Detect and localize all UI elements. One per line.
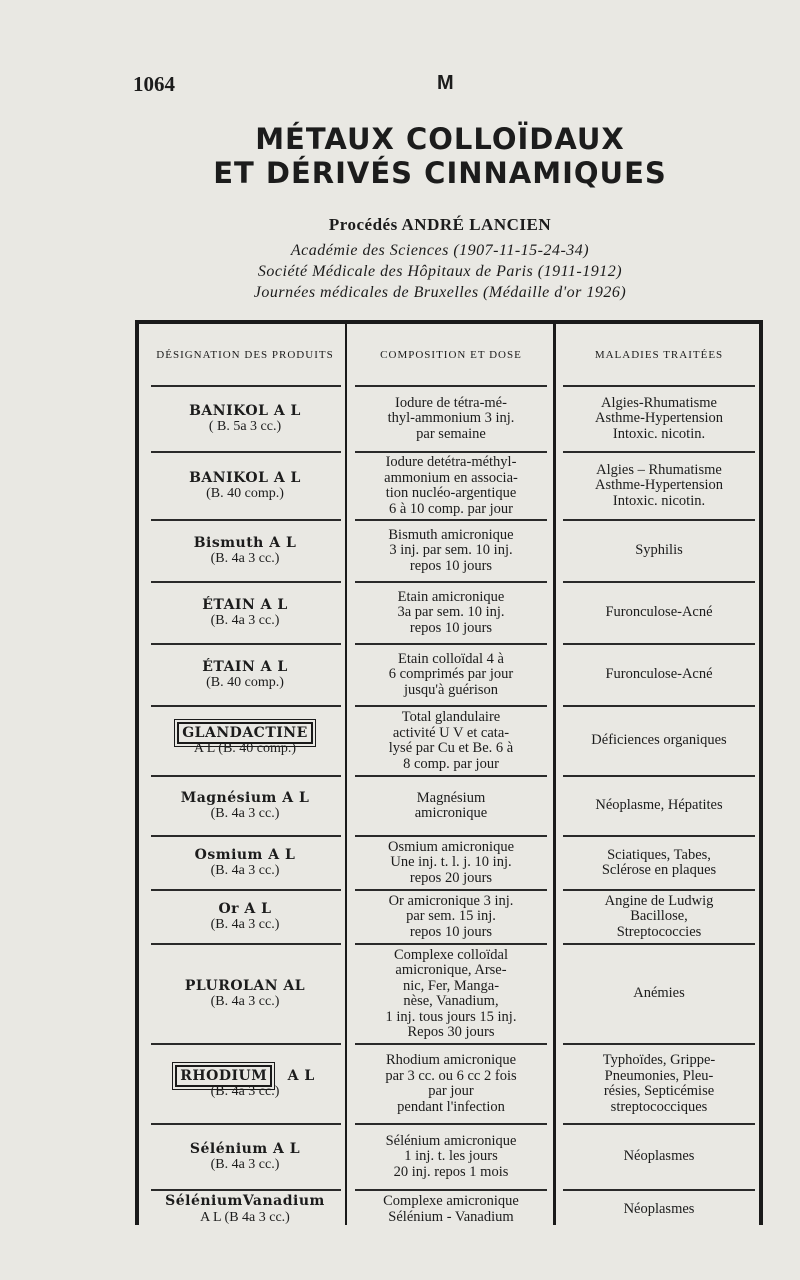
- product-name-text: Bismuth A L: [193, 534, 297, 551]
- composition-cell: [351, 452, 551, 520]
- row-rule: [355, 451, 547, 453]
- composition-line: Complexe colloïdal: [394, 946, 508, 963]
- product-packaging: (B. 4a 3 cc.): [210, 1157, 280, 1172]
- awards: [120, 240, 760, 303]
- table-row: [139, 582, 759, 644]
- composition-line: Une inj. t. l. j. 10 inj.: [390, 854, 512, 871]
- composition-line: 8 comp. par jour: [403, 755, 499, 772]
- designation-cell: [147, 644, 343, 706]
- composition-line: repos 10 jours: [409, 557, 493, 574]
- composition-line: 1 inj. tous jours 15 inj.: [385, 1008, 517, 1025]
- row-rule: [355, 385, 547, 387]
- product-name: [202, 598, 288, 614]
- maladies-cell: [559, 520, 759, 582]
- composition-line: Repos 30 jours: [407, 1024, 495, 1040]
- row-rule: [151, 705, 341, 707]
- row-rule: [355, 643, 547, 645]
- header-designation: DÉSIGNATION DES PRODUITS: [156, 349, 334, 361]
- maladie-line: Déficiences organiques: [591, 732, 727, 749]
- row-rule: [151, 581, 341, 583]
- designation-cell: [147, 890, 343, 944]
- composition-line: Magnésium: [416, 789, 486, 806]
- row-rule: [355, 889, 547, 891]
- page-title: [120, 122, 760, 190]
- composition-line: Sélénium - Vanadium: [388, 1208, 514, 1225]
- table-row: [139, 644, 759, 706]
- composition-line: 20 inj. repos 1 mois: [393, 1163, 509, 1180]
- row-rule: [151, 1123, 341, 1125]
- composition-cell: [351, 836, 551, 890]
- composition-line: 3a par sem. 10 inj.: [397, 604, 505, 621]
- composition-line: par jour: [428, 1083, 474, 1099]
- maladie-line: Bacillose,: [630, 908, 688, 925]
- maladies-cell: [559, 836, 759, 890]
- composition-cell: [351, 1190, 551, 1229]
- composition-line: activité U V et cata-: [392, 724, 510, 741]
- composition-line: lysé par Cu et Be. 6 à: [388, 740, 514, 756]
- product-name-text: ÉTAIN A L: [202, 658, 288, 675]
- designation-cell: [147, 706, 343, 776]
- maladie-line: Angine de Ludwig: [604, 892, 714, 909]
- composition-line: repos 20 jours: [409, 869, 493, 886]
- row-rule: [151, 835, 341, 837]
- composition-line: par semaine: [416, 425, 486, 442]
- composition-line: nic, Fer, Manga-: [402, 977, 500, 994]
- row-rule: [563, 889, 755, 891]
- product-name-text: PLUROLAN AL: [184, 977, 306, 994]
- row-rule: [151, 451, 341, 453]
- product-name-text: RHODIUM: [175, 1065, 272, 1087]
- row-rule: [563, 835, 755, 837]
- designation-cell: [147, 776, 343, 836]
- row-rule: [563, 385, 755, 387]
- composition-line: thyl-ammonium 3 inj.: [387, 410, 515, 427]
- composition-line: par 3 cc. ou 6 cc 2 fois: [385, 1067, 517, 1084]
- page-header: [133, 72, 740, 100]
- product-name: [190, 1142, 300, 1158]
- composition-line: 1 inj. t. les jours: [404, 1148, 498, 1165]
- maladies-cell: [559, 776, 759, 836]
- maladies-cell: [559, 582, 759, 644]
- row-rule: [151, 1043, 341, 1045]
- title-line-1: MÉTAUX COLLOÏDAUX: [255, 122, 625, 156]
- product-packaging: A L (B 4a 3 cc.): [200, 1209, 290, 1225]
- product-packaging: (B. 4a 3 cc.): [210, 551, 280, 566]
- procedes-line: Procédés ANDRÉ LANCIEN: [328, 215, 552, 234]
- row-rule: [563, 519, 755, 521]
- composition-cell: [351, 776, 551, 836]
- composition-line: jusqu'à guérison: [403, 681, 499, 698]
- maladie-line: Furonculose-Acné: [605, 666, 713, 683]
- award-line: Académie des Sciences (1907-11-15-24-34): [290, 242, 590, 259]
- product-packaging: (B. 4a 3 cc.): [210, 613, 280, 628]
- product-packaging: (B. 4a 3 cc.): [210, 994, 280, 1009]
- product-packaging: (B. 40 comp.): [206, 486, 284, 501]
- maladies-cell: [559, 386, 759, 452]
- row-rule: [355, 835, 547, 837]
- row-rule: [151, 519, 341, 521]
- product-name: [185, 979, 305, 995]
- row-rule: [151, 775, 341, 777]
- table-row: [139, 836, 759, 890]
- composition-line: Iodure de tétra-mé-: [395, 394, 507, 411]
- row-rule: [355, 1123, 547, 1125]
- designation-cell: [147, 1044, 343, 1124]
- maladie-line: Néoplasme, Hépatites: [595, 797, 723, 814]
- maladies-cell: [559, 1044, 759, 1124]
- row-rule: [563, 1123, 755, 1125]
- row-rule: [151, 889, 341, 891]
- product-name: [181, 791, 310, 807]
- row-rule: [355, 943, 547, 945]
- designation-cell: [147, 1124, 343, 1190]
- maladie-line: Anémies: [633, 985, 685, 1002]
- designation-cell: [147, 582, 343, 644]
- composition-line: Sélénium amicronique: [385, 1132, 517, 1149]
- product-name-text: BANIKOL A L: [189, 402, 301, 419]
- maladies-cell: [559, 452, 759, 520]
- table-row: [139, 520, 759, 582]
- composition-line: Total glandulaire: [401, 709, 501, 725]
- maladie-line: Typhoïdes, Grippe-: [602, 1052, 716, 1068]
- product-name: [175, 1069, 314, 1085]
- composition-cell: [351, 644, 551, 706]
- product-packaging: (B. 40 comp.): [206, 675, 284, 690]
- composition-line: Osmium amicronique: [387, 838, 515, 855]
- maladies-cell: [559, 890, 759, 944]
- composition-line: 6 à 10 comp. par jour: [388, 500, 514, 517]
- header-composition: COMPOSITION ET DOSE: [380, 349, 522, 361]
- composition-cell: [351, 1044, 551, 1124]
- products-table: [135, 320, 763, 1225]
- composition-cell: [351, 890, 551, 944]
- product-name: [194, 536, 297, 552]
- product-packaging: (B. 4a 3 cc.): [210, 917, 280, 932]
- product-name: [177, 726, 313, 742]
- maladie-line: Syphilis: [635, 542, 683, 559]
- row-rule: [355, 1189, 547, 1191]
- designation-cell: [147, 452, 343, 520]
- designation-cell: [147, 520, 343, 582]
- maladie-line: Asthme-Hypertension: [594, 410, 724, 427]
- composition-cell: [351, 386, 551, 452]
- composition-cell: [351, 582, 551, 644]
- maladies-cell: [559, 706, 759, 776]
- maladie-line: streptococciques: [610, 1098, 708, 1115]
- row-rule: [151, 943, 341, 945]
- composition-cell: [351, 706, 551, 776]
- product-name-text: ÉTAIN A L: [202, 596, 288, 613]
- designation-cell: [147, 836, 343, 890]
- maladie-line: Pneumonies, Pleu-: [604, 1067, 714, 1084]
- product-name-text: Sélénium A L: [189, 1140, 301, 1157]
- designation-cell: [147, 1190, 343, 1229]
- page-number: 1064: [133, 72, 175, 96]
- table-row: [139, 890, 759, 944]
- product-packaging: A L (B. 40 comp.): [193, 741, 297, 756]
- maladie-line: Asthme-Hypertension: [594, 477, 724, 494]
- designation-cell: [147, 386, 343, 452]
- section-letter: M: [437, 72, 454, 94]
- maladies-cell: [559, 1124, 759, 1190]
- maladie-line: résies, Septicémise: [603, 1083, 715, 1099]
- row-rule: [355, 519, 547, 521]
- designation-cell: [147, 944, 343, 1044]
- composition-line: Rhodium amicronique: [385, 1052, 517, 1068]
- row-rule: [355, 581, 547, 583]
- maladie-line: Néoplasmes: [623, 1200, 695, 1217]
- composition-line: Etain colloïdal 4 à: [398, 650, 504, 667]
- product-name: [189, 471, 301, 487]
- composition-cell: [351, 520, 551, 582]
- maladie-line: Furonculose-Acné: [605, 604, 713, 621]
- composition-line: ammonium en associa-: [384, 469, 518, 486]
- row-rule: [151, 385, 341, 387]
- product-name: [218, 902, 271, 918]
- row-rule: [563, 451, 755, 453]
- maladie-line: Streptococcies: [616, 923, 702, 940]
- composition-line: nèse, Vanadium,: [403, 993, 499, 1009]
- table-row: [139, 452, 759, 520]
- maladie-line: Algies – Rhumatisme: [596, 461, 722, 478]
- maladie-line: Algies-Rhumatisme: [601, 394, 717, 411]
- composition-line: repos 10 jours: [409, 923, 493, 940]
- composition-line: repos 10 jours: [409, 619, 493, 636]
- table-row: [139, 1124, 759, 1190]
- row-rule: [355, 705, 547, 707]
- composition-line: 3 inj. par sem. 10 inj.: [389, 542, 513, 559]
- title-line-2: ET DÉRIVÉS CINNAMIQUES: [213, 156, 667, 190]
- maladies-cell: [559, 644, 759, 706]
- row-rule: [355, 1043, 547, 1045]
- table-row: [139, 706, 759, 776]
- composition-line: tion nucléo-argentique: [385, 485, 517, 501]
- composition-line: pendant l'infection: [397, 1098, 505, 1115]
- maladie-line: Intoxic. nicotin.: [612, 492, 706, 509]
- composition-line: Bismuth amicronique: [388, 526, 514, 543]
- maladies-cell: [559, 944, 759, 1044]
- maladie-line: Sciatiques, Tabes,: [607, 846, 711, 863]
- product-name: [202, 660, 288, 676]
- product-packaging: (B. 4a 3 cc.): [210, 1084, 280, 1099]
- row-rule: [151, 643, 341, 645]
- table-row: [139, 1044, 759, 1124]
- product-name-text: SéléniumVanadium: [165, 1193, 325, 1209]
- composition-line: amicronique, Arse-: [395, 962, 507, 978]
- composition-cell: [351, 1124, 551, 1190]
- composition-line: Etain amicronique: [397, 588, 505, 605]
- table-row: [139, 386, 759, 452]
- product-packaging: ( B. 5a 3 cc.): [208, 419, 282, 434]
- product-name-text: GLANDACTINE: [177, 722, 313, 744]
- product-name-suffix: A L: [282, 1067, 315, 1084]
- maladie-line: Intoxic. nicotin.: [612, 425, 706, 442]
- row-rule: [563, 643, 755, 645]
- maladie-line: Sclérose en plaques: [601, 862, 717, 878]
- product-name: [165, 1194, 325, 1210]
- composition-line: par sem. 15 inj.: [406, 908, 496, 925]
- row-rule: [563, 775, 755, 777]
- composition-line: amicronique: [414, 805, 488, 821]
- product-name: [189, 404, 301, 420]
- row-rule: [563, 705, 755, 707]
- award-line: Société Médicale des Hôpitaux de Paris (1911-1912): [257, 263, 623, 280]
- row-rule: [151, 1189, 341, 1191]
- product-name-text: Magnésium A L: [180, 789, 310, 806]
- row-rule: [563, 1189, 755, 1191]
- header-maladies: MALADIES TRAITÉES: [594, 349, 724, 361]
- row-rule: [355, 775, 547, 777]
- maladies-cell: [559, 1190, 759, 1229]
- maladie-line: Néoplasmes: [623, 1148, 695, 1165]
- table-row: [139, 1190, 759, 1229]
- award-line: Journées médicales de Bruxelles (Médaille d'or 1926): [253, 284, 627, 301]
- product-name-text: Or A L: [218, 900, 272, 917]
- product-name: [195, 848, 296, 864]
- product-packaging: (B. 4a 3 cc.): [210, 806, 280, 821]
- composition-line: Or amicronique 3 inj.: [388, 892, 514, 909]
- composition-line: 6 comprimés par jour: [388, 666, 514, 683]
- row-rule: [563, 943, 755, 945]
- row-rule: [563, 581, 755, 583]
- table-row: [139, 944, 759, 1044]
- composition-line: Complexe amicronique: [383, 1193, 519, 1209]
- product-name-text: BANIKOL A L: [189, 469, 301, 486]
- row-rule: [563, 1043, 755, 1045]
- product-packaging: (B. 4a 3 cc.): [210, 863, 280, 878]
- composition-cell: [351, 944, 551, 1044]
- composition-line: Iodure detétra-méthyl-: [385, 454, 517, 470]
- product-name-text: Osmium A L: [194, 846, 296, 863]
- table-row: [139, 776, 759, 836]
